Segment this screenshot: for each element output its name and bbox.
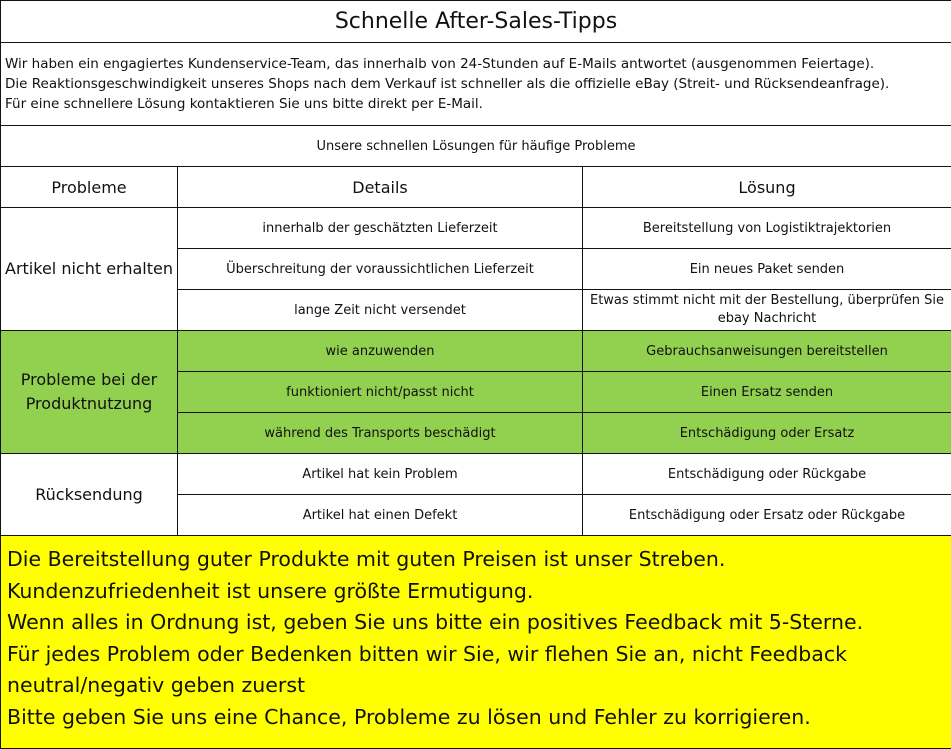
- solution-cell: Gebrauchsanweisungen bereitstellen: [583, 331, 951, 372]
- solution-cell: Entschädigung oder Ersatz: [583, 413, 951, 454]
- section-header: Unsere schnellen Lösungen für häufige Probleme: [1, 126, 951, 167]
- detail-cell: Überschreitung der voraussichtlichen Lieferzeit: [178, 249, 583, 290]
- feedback-line: Bitte geben Sie uns eine Chance, Probleme zu lösen und Fehler zu korrigieren.: [7, 702, 947, 734]
- feedback-line: neutral/negativ geben zuerst: [7, 670, 947, 702]
- table-row: [1, 454, 951, 495]
- intro-text: [1, 43, 951, 126]
- category-cell: Rücksendung: [1, 454, 178, 536]
- detail-cell: während des Transports beschädigt: [178, 413, 583, 454]
- solution-cell: Bereitstellung von Logistiktrajektorien: [583, 208, 951, 249]
- detail-cell: Artikel hat kein Problem: [178, 454, 583, 495]
- detail-cell: wie anzuwenden: [178, 331, 583, 372]
- column-header-details: Details: [178, 167, 583, 208]
- feedback-line: Kundenzufriedenheit ist unsere größte Ermutigung.: [7, 576, 947, 608]
- table-row: [1, 208, 951, 249]
- feedback-line: Die Bereitstellung guter Produkte mit guten Preisen ist unser Streben.: [7, 544, 947, 576]
- solution-cell: Etwas stimmt nicht mit der Bestellung, überprüfen Sie ebay Nachricht: [583, 290, 951, 331]
- feedback-line: Wenn alles in Ordnung ist, geben Sie uns bitte ein positives Feedback mit 5-Sterne.: [7, 607, 947, 639]
- detail-cell: funktioniert nicht/passt nicht: [178, 372, 583, 413]
- category-cell: Probleme bei der Produktnutzung: [1, 331, 178, 454]
- table-row: [1, 331, 951, 372]
- intro-line: Für eine schnellere Lösung kontaktieren Sie uns bitte direkt per E-Mail.: [5, 94, 947, 114]
- feedback-line: Für jedes Problem oder Bedenken bitten wir Sie, wir flehen Sie an, nicht Feedback: [7, 639, 947, 671]
- solution-cell: Ein neues Paket senden: [583, 249, 951, 290]
- intro-line: Die Reaktionsgeschwindigkeit unseres Shops nach dem Verkauf ist schneller als die offizielle eBay (Streit- und Rücksendeanfrage).: [5, 74, 947, 94]
- column-header-solution: Lösung: [583, 167, 951, 208]
- page-title: Schnelle After-Sales-Tipps: [1, 1, 951, 43]
- solution-cell: Einen Ersatz senden: [583, 372, 951, 413]
- intro-line: Wir haben ein engagiertes Kundenservice-Team, das innerhalb von 24-Stunden auf E-Mails antwortet (ausgenommen Feiertage).: [5, 54, 947, 74]
- solution-cell: Entschädigung oder Rückgabe: [583, 454, 951, 495]
- detail-cell: lange Zeit nicht versendet: [178, 290, 583, 331]
- solution-cell: Entschädigung oder Ersatz oder Rückgabe: [583, 495, 951, 536]
- detail-cell: innerhalb der geschätzten Lieferzeit: [178, 208, 583, 249]
- detail-cell: Artikel hat einen Defekt: [178, 495, 583, 536]
- column-header-problems: Probleme: [1, 167, 178, 208]
- feedback-note: [1, 536, 951, 749]
- category-cell: Artikel nicht erhalten: [1, 208, 178, 331]
